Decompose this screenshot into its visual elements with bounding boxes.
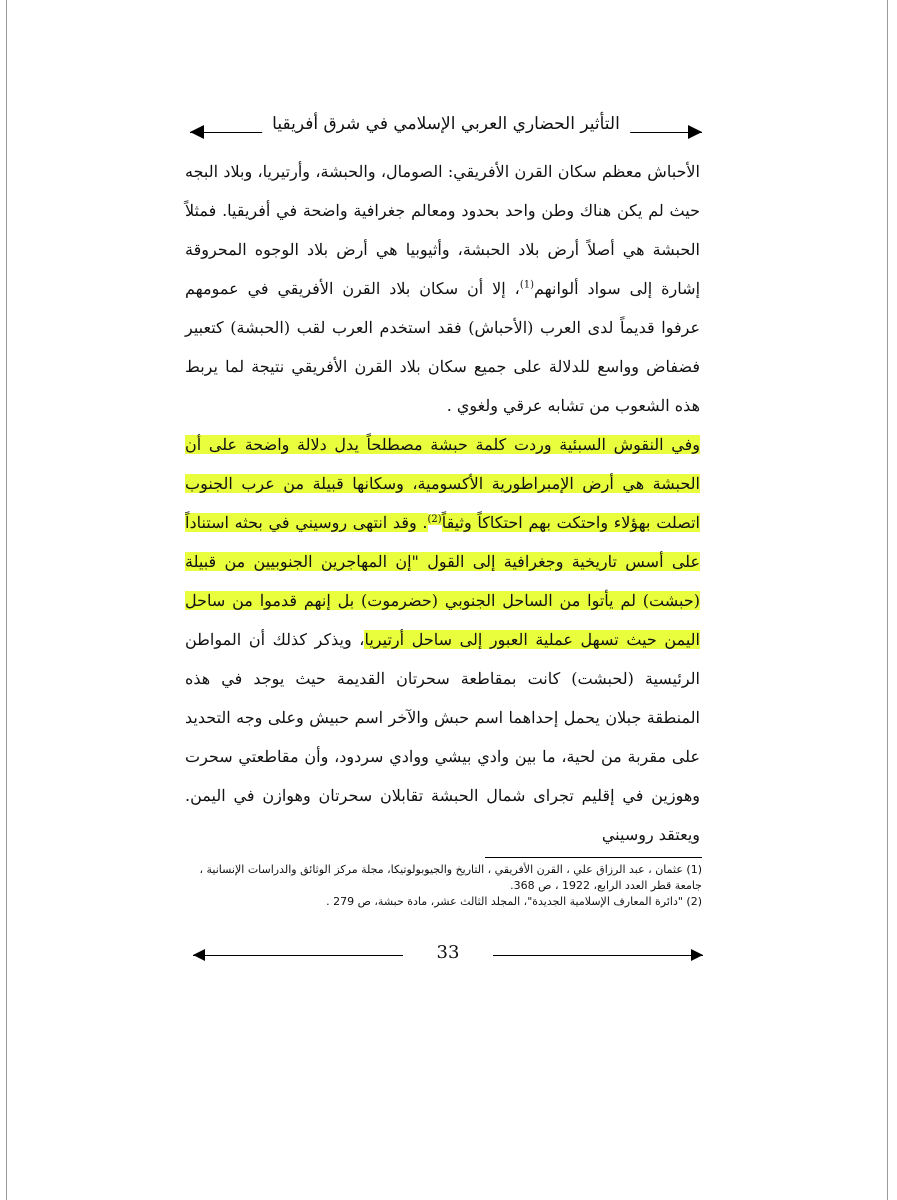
paragraph-2-rest: ، ويذكر كذلك أن المواطن الرئيسية (لحبشت) كانت بمقاطعة سحرتان القديمة حيث يوجد في هذه المنطقة جبلان يحمل إحداهما اسم حبش والآخر اسم حبيش وعلى وجه التحديد على مقربة من لحية، ما بين وادي بيشي ووادي سردود، وأن مقاطعتي سحرت وهوزين في إقليم تجراى شمال الحبشة تقابلان سحرتان وهوازن في اليمن. ويعتقد روسيني (185, 630, 701, 844)
footer-arrow-right-icon (691, 949, 703, 961)
footnote-2: (2) "دائرة المعارف الإسلامية الجديدة"، المجلد الثالث عشر، مادة حبشة، ص 279 . (326, 895, 702, 908)
footnote-ref-1[interactable]: (1) (519, 279, 535, 291)
page-edge-right (887, 0, 888, 1200)
footer-rule-left (193, 955, 403, 956)
running-header (190, 112, 702, 144)
header-title: التأثير الحضاري العربي الإسلامي في شرق أفريقيا (262, 114, 630, 134)
page-edge-left (6, 0, 7, 1200)
highlighted-passage: وفي النقوش السبئية وردت كلمة حبشة مصطلحاً يدل دلالة واضحة على أن الحبشة هي أرض الإمبراطورية الأكسومية، وسكانها قبيلة من عرب الجنوب اتصلت بهؤلاء واحتكت بهم احتكاكاً وثيقاً (185, 435, 700, 532)
paragraph-2 (185, 425, 700, 854)
footnote-ref-2[interactable]: (2) (427, 513, 442, 525)
highlighted-passage-continuation: . وقد انتهى روسيني في بحثه استناداً على أسس تاريخية وجغرافية إلى القول "إن المهاجرين الجنوبيين من قبيلة (حبشت) لم يأتوا من الساحل الجنوبي (حضرموت) بل إنهم قدموا من ساحل اليمن حيث تسهل عملية العبور إلى ساحل أرتيريا (185, 513, 701, 649)
footnote-1: (1) عثمان ، عبد الرزاق علي ، القرن الأفريقي ، التاريخ والجيوبولوتيكا، مجلة مركز الوثائق والدراسات الإنسانية ، جامعة قطر العدد الرابع، 1922 ، ص 368. (199, 863, 702, 892)
footnotes (190, 862, 702, 910)
paragraph-1-text: الأحباش معظم سكان القرن الأفريقي: الصومال، والحبشة، وأرتيريا، وبلاد البجه حيث لم يكن هناك وطن واحد بحدود ومعالم جغرافية واضحة في أفريقيا. فمثلاً الحبشة هي أصلاً أرض بلاد الحبشة، وأثيوبيا هي أرض بلاد الوجوه المحروقة إشارة إلى سواد ألوانهم (185, 162, 701, 298)
body-text (185, 152, 700, 854)
paragraph-1 (185, 152, 700, 425)
paragraph-1-continuation: ، إلا أن سكان بلاد القرن الأفريقي في عمومهم عرفوا قديماً لدى العرب (الأحباش) فقد استخدم العرب لقب (الحبشة) كتعبير فضفاض وواسع للدلالة على جميع سكان بلاد القرن الأفريقي نتيجة لما يربط هذه الشعوب من تشابه عرقي ولغوي . (185, 279, 700, 415)
arrow-left-icon (190, 125, 204, 139)
footer-arrow-left-icon (193, 949, 205, 961)
footer-rule-right (493, 955, 703, 956)
page-footer (193, 942, 703, 968)
arrow-right-icon (688, 125, 702, 139)
footnote-separator (485, 857, 702, 858)
page-number: 33 (436, 942, 460, 963)
